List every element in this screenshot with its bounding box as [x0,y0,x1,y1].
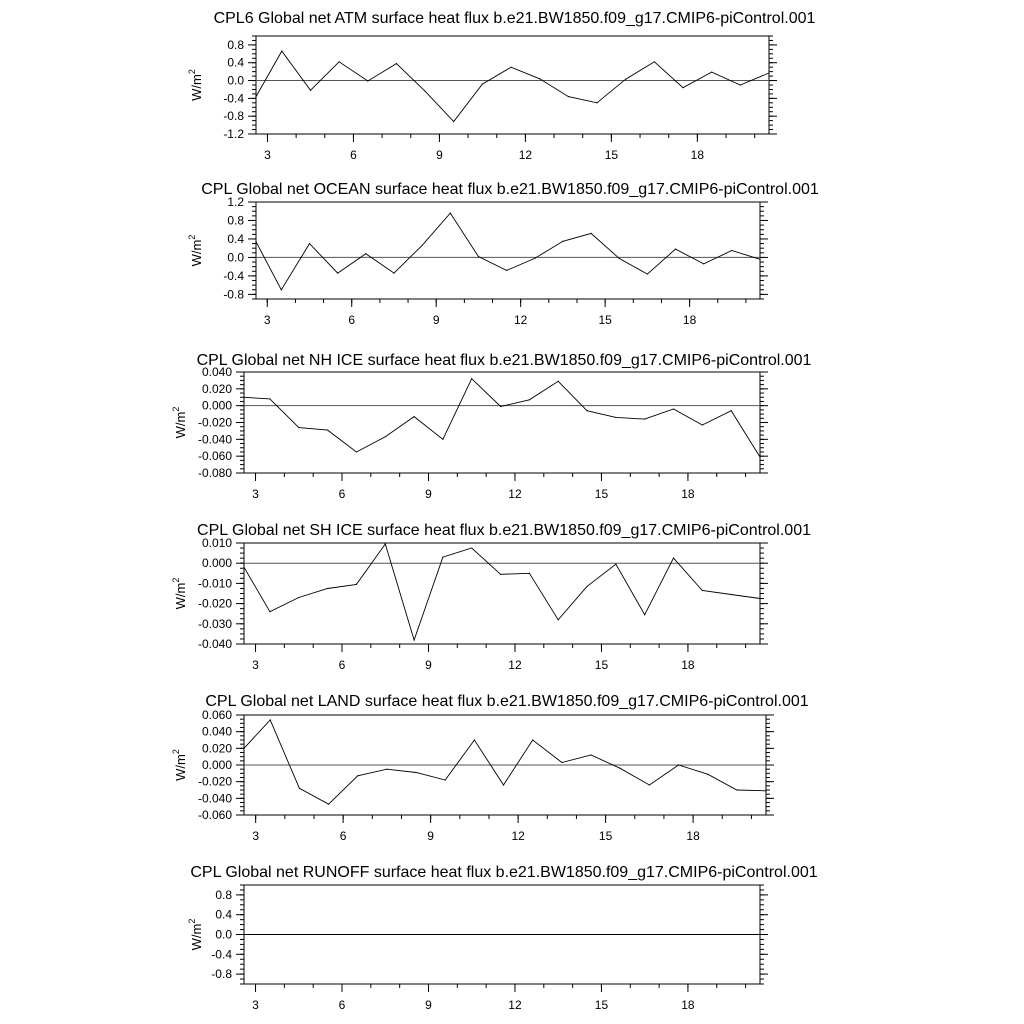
y-axis-label-unit: W/m [173,754,188,781]
data-point [270,719,271,720]
data-point [413,416,414,417]
data-point [255,241,256,242]
x-tick-label: 3 [252,829,260,843]
y-axis-label [171,578,188,610]
y-axis-label-exponent: 2 [171,406,181,412]
data-point [711,71,712,72]
x-tick-label: 15 [594,658,609,672]
y-tick-label: 0.0 [227,73,244,88]
data-point [424,91,425,92]
x-tick-label: 6 [350,148,357,162]
data-point [298,427,299,428]
data-point [500,406,501,407]
data-point [413,639,414,640]
x-tick-label: 9 [425,658,432,672]
x-tick-label: 3 [252,658,259,672]
data-point [309,243,310,244]
y-tick-label: 0.040 [201,724,232,739]
y-tick-label: -0.040 [197,432,232,447]
x-tick-label: 6 [338,998,346,1012]
chart-title: CPL Global net RUNOFF surface heat flux b.e21.BW1850.f09_g17.CMIP6-piControl.001 [190,864,818,881]
x-tick-label: 12 [508,658,522,672]
data-point [396,63,397,64]
data-point [471,378,472,379]
y-axis-label [171,749,188,781]
data-point [532,739,533,740]
y-tick-label: -0.040 [197,791,232,806]
data-point [534,258,535,259]
x-tick-label: 18 [686,829,700,843]
data-point [590,233,591,234]
data-point [731,594,732,595]
x-tick-label: 6 [338,487,346,501]
data-point [702,424,703,425]
y-tick-label: -0.060 [197,808,232,822]
x-tick-label: 15 [594,998,609,1012]
y-axis-label-unit: W/m [189,74,204,101]
data-point [529,399,530,400]
data-point [243,748,244,749]
x-tick-label: 9 [432,313,440,327]
y-tick-label: 0.8 [227,37,244,52]
x-tick-label: 15 [598,829,613,843]
series-line [244,544,760,640]
plot-frame [244,372,760,473]
data-point [453,121,454,122]
y-tick-label: -0.8 [223,109,244,124]
data-point [503,784,504,785]
data-point [596,102,597,103]
y-axis-label-exponent: 2 [187,918,197,924]
data-point [299,788,300,789]
y-tick-label: -0.8 [223,287,244,302]
y-tick-label: 0.8 [227,213,244,228]
data-point [255,96,256,97]
data-point [654,61,655,62]
data-point [759,598,760,599]
x-tick-label: 18 [681,487,695,501]
data-point [768,72,769,73]
data-point [529,573,530,574]
y-tick-label: 0.4 [227,55,244,70]
data-point [678,764,679,765]
y-axis-label-unit: W/m [173,411,188,439]
y-axis-label-unit: W/m [189,239,204,267]
y-axis-label-exponent: 2 [187,234,197,240]
x-tick-label: 3 [252,998,259,1012]
data-point [442,557,443,558]
y-tick-label: 0.8 [215,887,232,902]
data-point [471,547,472,548]
y-tick-label: 0.020 [201,381,232,396]
data-point [586,410,587,411]
y-tick-label: -0.4 [223,91,244,106]
chart-panel-2 [187,181,819,327]
data-point [269,398,270,399]
x-tick-label: 6 [339,829,347,843]
y-tick-label: -0.020 [197,774,232,789]
data-point [422,245,423,246]
x-tick-label: 12 [508,487,522,501]
chart-title: CPL Global net NH ICE surface heat flux b.e21.BW1850.f09_g17.CMIP6-piControl.001 [196,352,812,369]
data-point [703,263,704,264]
data-point [620,768,621,769]
data-point [474,739,475,740]
y-tick-label: 1.2 [227,195,244,209]
x-tick-label: 12 [508,998,522,1012]
data-point [500,574,501,575]
chart-title: CPL Global net OCEAN surface heat flux b.e21.BW1850.f09_g17.CMIP6-piControl.001 [201,181,819,198]
y-axis-label [187,919,204,951]
y-axis-label-unit: W/m [173,582,188,610]
y-tick-label: 0.040 [201,365,232,379]
y-tick-label: -0.080 [197,466,232,480]
data-point [367,80,368,81]
data-point [442,439,443,440]
x-tick-label: 6 [338,658,346,672]
y-axis-label-exponent: 2 [171,749,181,755]
data-point [327,588,328,589]
x-tick-label: 3 [263,313,271,327]
data-point [365,253,366,254]
y-tick-label: 0.000 [201,758,232,772]
data-point [445,779,446,780]
x-tick-label: 9 [436,148,443,162]
chart-title: CPL Global net LAND surface heat flux b.e21.BW1850.f09_g17.CMIP6-piControl.001 [205,693,809,710]
data-point [243,567,244,568]
x-tick-label: 9 [425,487,432,501]
data-point [765,790,766,791]
data-point [644,614,645,615]
data-point [731,250,732,251]
data-point [759,259,760,260]
y-tick-label: -0.8 [211,967,232,982]
data-point [673,558,674,559]
y-tick-label: 0.000 [201,556,232,571]
data-point [568,96,569,97]
data-point [337,273,338,274]
data-point [450,212,451,213]
y-tick-label: -0.020 [197,415,232,430]
data-point [506,270,507,271]
y-tick-label: -1.2 [223,127,244,141]
x-tick-label: 18 [681,998,695,1012]
x-tick-label: 9 [425,998,432,1012]
data-point [356,584,357,585]
y-tick-label: 0.060 [201,708,232,722]
x-tick-label: 12 [511,829,525,843]
data-point [385,543,386,544]
chart-title: CPL6 Global net ATM surface heat flux b.e21.BW1850.f09_g17.CMIP6-piControl.001 [213,10,816,27]
chart-panel-6 [187,864,818,1012]
data-point [539,78,540,79]
data-point [243,397,244,398]
data-point [731,410,732,411]
data-point [243,934,244,935]
data-point [310,90,311,91]
data-point [558,381,559,382]
data-point [281,51,282,52]
data-point [673,408,674,409]
data-point [415,772,416,773]
y-axis-label [171,407,188,439]
chart-panel-3 [171,352,812,501]
data-point [558,619,559,620]
y-tick-label: -0.060 [197,449,232,464]
x-tick-label: 15 [594,487,609,501]
x-tick-label: 3 [264,148,271,162]
x-tick-label: 3 [252,487,259,501]
y-tick-label: -0.4 [211,947,232,962]
chart-panel-5 [171,693,809,843]
data-point [675,249,676,250]
data-point [482,84,483,85]
data-point [356,451,357,452]
plot-frame [244,543,760,644]
data-point [707,774,708,775]
series-line [256,51,769,121]
data-point [615,417,616,418]
x-tick-label: 12 [518,148,533,162]
x-tick-label: 18 [690,148,705,162]
data-point [478,256,479,257]
series-line [256,213,760,290]
data-point [625,79,626,80]
chart-panel-4 [171,522,811,672]
data-point [561,762,562,763]
data-point [736,789,737,790]
y-tick-label: 0.0 [227,250,244,265]
data-point [586,586,587,587]
data-point [298,597,299,598]
y-tick-label: 0.0 [215,927,232,942]
y-tick-label: -0.020 [197,596,232,611]
y-tick-label: -0.030 [197,616,232,631]
data-point [357,775,358,776]
data-point [385,436,386,437]
y-axis-label [187,69,204,101]
y-axis-label [187,235,204,267]
data-point [327,429,328,430]
data-point [562,241,563,242]
data-point [590,754,591,755]
data-point [269,611,270,612]
y-axis-label-exponent: 2 [187,69,197,75]
data-point [386,769,387,770]
y-tick-label: 0.020 [201,741,232,756]
data-point [759,934,760,935]
data-point [647,273,648,274]
series-line [244,720,766,804]
y-axis-label-unit: W/m [189,923,204,951]
y-tick-label: 0.4 [227,231,244,246]
x-tick-label: 15 [598,313,612,327]
y-tick-label: -0.040 [197,637,232,651]
y-tick-label: 0.000 [201,398,232,413]
data-point [619,258,620,259]
data-point [740,84,741,85]
data-point [759,456,760,457]
data-point [649,784,650,785]
chart-title: CPL Global net SH ICE surface heat flux b.e21.BW1850.f09_g17.CMIP6-piControl.001 [197,522,811,539]
x-tick-label: 15 [604,148,619,162]
data-point [702,590,703,591]
data-point [682,87,683,88]
data-point [281,289,282,290]
x-tick-label: 18 [681,658,695,672]
x-tick-label: 18 [682,313,697,327]
chart-panel-1 [187,10,816,162]
y-tick-label: 0.010 [201,536,232,550]
data-point [393,273,394,274]
y-axis-label-exponent: 2 [171,577,181,583]
plot-frame [256,202,760,299]
data-point [644,419,645,420]
x-tick-label: 12 [513,313,528,327]
data-point [510,67,511,68]
data-point [615,564,616,565]
series-line [244,379,760,457]
data-point [328,804,329,805]
plot-frame [256,36,769,134]
y-tick-label: 0.4 [215,907,232,922]
x-tick-label: 9 [427,829,434,843]
y-tick-label: -0.010 [197,576,232,591]
y-tick-label: -0.4 [223,268,244,283]
data-point [339,61,340,62]
x-tick-label: 6 [348,313,356,327]
